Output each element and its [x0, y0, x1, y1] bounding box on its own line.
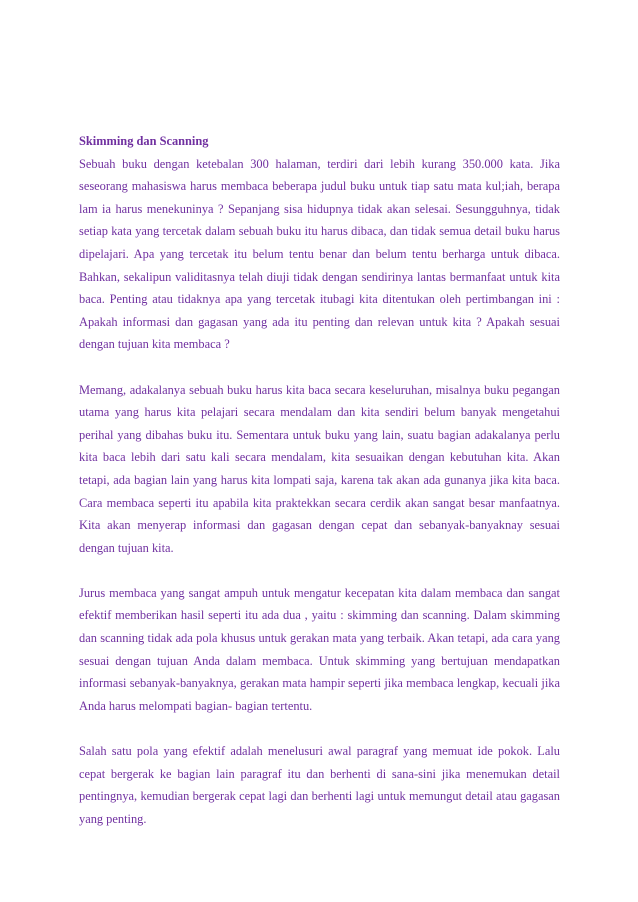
document-body [79, 130, 560, 830]
paragraph-3: Jurus membaca yang sangat ampuh untuk mengatur kecepatan kita dalam membaca dan sangat efektif memberikan hasil seperti itu ada dua , yaitu : skimming dan scanning. Dalam skimming dan scanning tidak ada pola khusus untuk gerakan mata yang terbaik. Akan tetapi, ada cara yang sesuai dengan tujuan Anda dalam membaca. Untuk skimming yang bertujuan mendapatkan informasi sebanyak-banyaknya, gerakan mata hampir seperti jika membaca lengkap, kecuali jika Anda harus melompati bagian- bagian tertentu. [79, 585, 560, 713]
paragraph-2: Memang, adakalanya sebuah buku harus kita baca secara keseluruhan, misalnya buku pegangan utama yang harus kita pelajari secara mendalam dan kita sendiri belum banyak mengetahui perihal yang dibahas buku itu. Sementara untuk buku yang lain, suatu bagian adakalanya perlu kita baca lebih dari satu kali secara mendalam, kita sesuaikan dengan kebutuhan kita. Akan tetapi, ada bagian lain yang harus kita lompati saja, karena tak akan ada gunanya jika kita baca. Cara membaca seperti itu apabila kita praktekkan secara cerdik akan sangat besar manfaatnya. Kita akan menyerap informasi dan gagasan dengan cepat dan sebanyak-banyaknay sesuai dengan tujuan kita. [79, 382, 560, 555]
paragraph-1: Sebuah buku dengan ketebalan 300 halaman, terdiri dari lebih kurang 350.000 kata. Jika seseorang mahasiswa harus membaca beberapa judul buku untuk tiap satu mata kul;iah, berapa lam ia harus menekuninya ? Sepanjang sisa hidupnya tidak akan selesai. Sesungguhnya, tidak setiap kata yang tercetak dalam sebuah buku itu harus dibaca, dan tidak semua detail buku harus dipelajari. Apa yang tercetak itu belum tentu benar dan belum tentu berharga untuk dibaca. Bahkan, sekalipun validitasnya telah diuji tidak dengan sendirinya lantas bermanfaat untuk kita baca. Penting atau tidaknya apa yang tercetak itubagi kita ditentukan oleh pertimbangan ini : Apakah informasi dan gagasan yang ada itu penting dan relevan untuk kita ? Apakah sesuai dengan tujuan kita membaca ? [79, 156, 560, 352]
document-title: Skimming dan Scanning [79, 134, 209, 148]
paragraph-4: Salah satu pola yang efektif adalah menelusuri awal paragraf yang memuat ide pokok. Lalu cepat bergerak ke bagian lain paragraf itu dan berhenti di sana-sini jika menemukan detail pentingnya, kemudian bergerak cepat lagi dan berhenti lagi untuk memungut detail atau gagasan yang penting. [79, 744, 560, 826]
